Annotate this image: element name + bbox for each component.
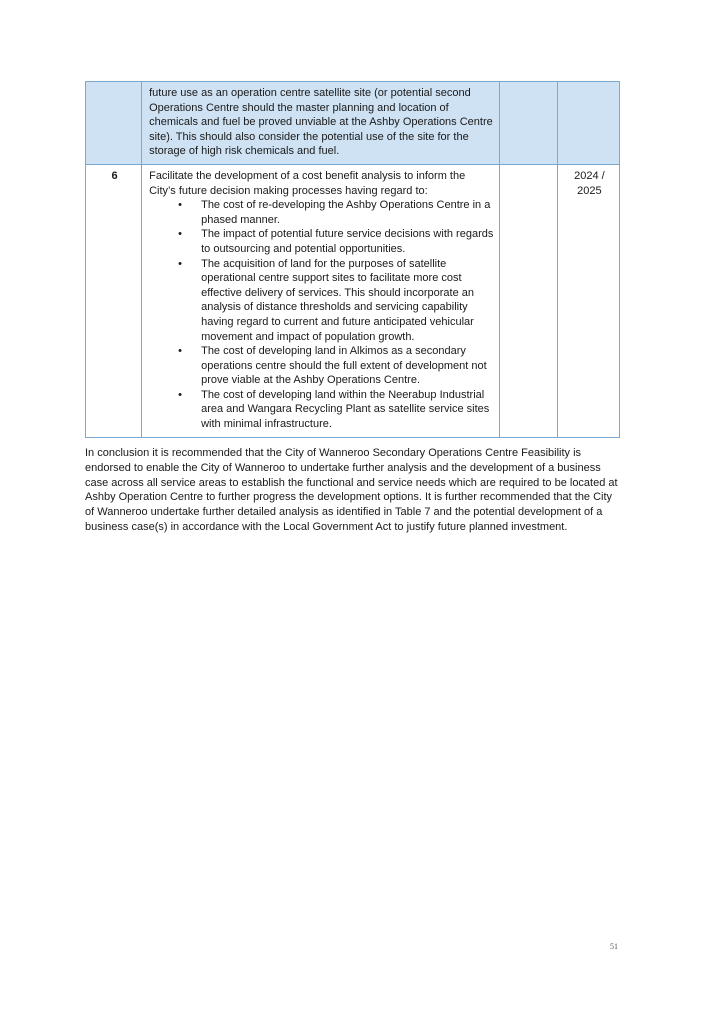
table-row <box>86 164 620 437</box>
table-row <box>86 82 620 165</box>
action-intro-text: future use as an operation centre satellite site (or potential second Operations Centre should the master planning and location of chemicals and fuel be proved unviable at the Ashby Operations Centre site). This should also consider the potential use of the site for the storage of high risk chemicals and fuel. <box>149 87 493 158</box>
table-cell-year <box>557 164 619 437</box>
action-intro-text: Facilitate the development of a cost benefit analysis to inform the City’s future decision making processes having regard to: <box>149 169 466 197</box>
table-cell-responsibility <box>499 164 557 437</box>
table-cell-number <box>86 82 142 165</box>
table-cell-year <box>557 82 619 165</box>
year-line-2: 2025 <box>577 184 602 197</box>
list-item: • The cost of re-developing the Ashby Operations Centre in a phased manner. <box>149 198 494 227</box>
table-cell-action <box>142 82 500 165</box>
conclusion-paragraph: In conclusion it is recommended that the City of Wanneroo Secondary Operations Centre Feasibility is endorsed to enable the City of Wanneroo to undertake further analysis and the development of a business case across all service areas to establish the functional and service needs which are required to be located at Ashby Operation Centre to further progress the development options. It is further recommended that the City of Wanneroo undertake further detailed analysis as identified in Table 7 and the potential development of a business case(s) in accordance with the Local Government Act to justify future planned investment. <box>85 447 618 533</box>
action-bullet-list <box>149 198 494 432</box>
list-item: • The impact of potential future service decisions with regards to outsourcing and potential opportunities. <box>149 227 494 256</box>
page-number: 51 <box>610 942 618 951</box>
list-item: • The cost of developing land in Alkimos as a secondary operations centre should the full extent of development not prove viable at the Ashby Operations Centre. <box>149 344 494 388</box>
table-cell-number: 6 <box>86 164 142 437</box>
list-item: • The cost of developing land within the Neerabup Industrial area and Wangara Recycling Plant as satellite service sites with minimal infrastructure. <box>149 388 494 432</box>
table-cell-responsibility <box>499 82 557 165</box>
year-line-1: 2024 / <box>574 169 605 182</box>
list-item: • The acquisition of land for the purposes of satellite operational centre support sites to facilitate more cost effective delivery of services. This should incorporate an analysis of distance thresholds and servicing capability having regard to current and future anticipated vehicular movement and impact of population growth. <box>149 257 494 345</box>
table-cell-action <box>142 164 500 437</box>
recommendations-table <box>85 81 620 438</box>
